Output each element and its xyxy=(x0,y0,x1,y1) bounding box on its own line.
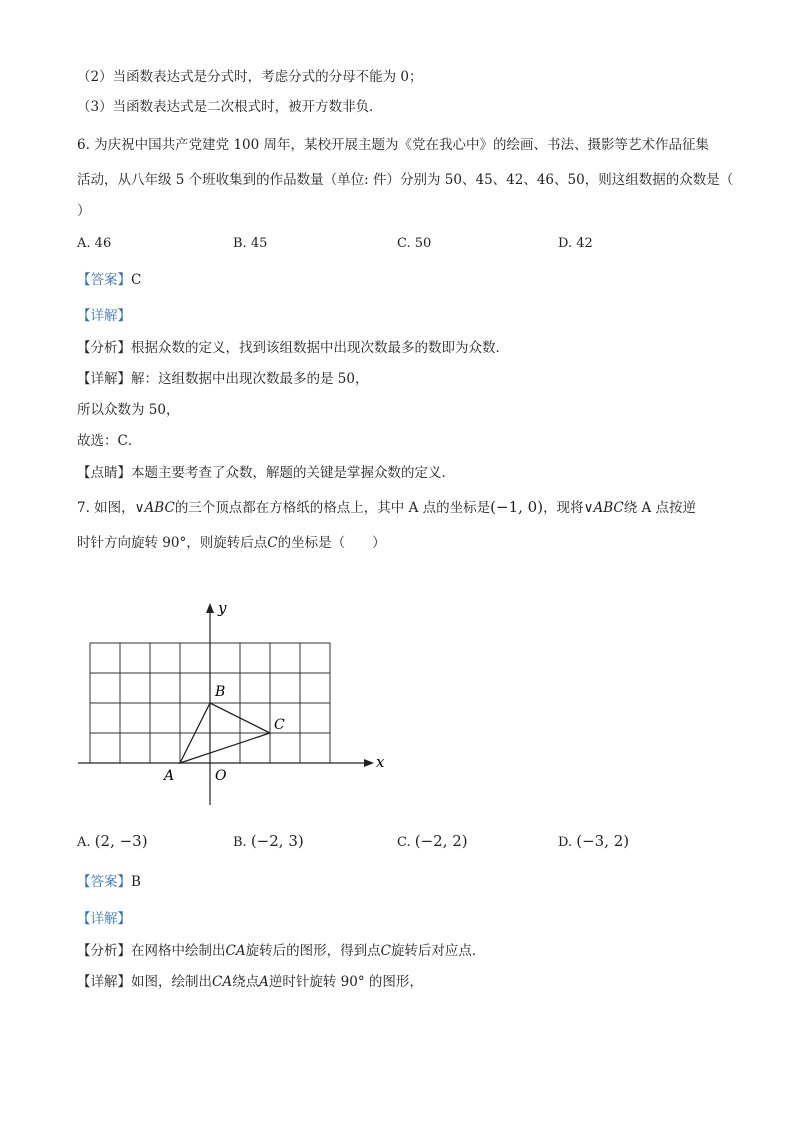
q7-stem-line1 xyxy=(77,497,696,518)
q7-answer xyxy=(77,872,141,892)
origin-label: O xyxy=(215,768,227,784)
q6-answer-tag: 【答案】 xyxy=(77,272,131,288)
q6-stem-line1: 6. 为庆祝中国共产党建党 100 周年，某校开展主题为《党在我心中》的绘画、书法、摄影等艺术作品征集 xyxy=(77,137,710,153)
q6-analysis-tag: 【分析】 xyxy=(77,340,131,356)
q6-comment xyxy=(77,463,455,483)
q7-analysis-tag: 【分析】 xyxy=(77,943,131,959)
q6-option-c-value: 50 xyxy=(414,236,432,251)
q7-option-b-value: (−2, 3) xyxy=(250,832,304,850)
q6-analysis-text: 根据众数的定义，找到该组数据中出现次数最多的数即为众数． xyxy=(131,340,509,356)
q7-option-c-value: (−2, 2) xyxy=(414,832,468,850)
q7-analysis-d: 旋转后对应点． xyxy=(390,943,486,959)
q6-option-a xyxy=(77,234,111,254)
note-line-3: （3）当函数表达式是二次根式时，被开方数非负． xyxy=(77,99,383,115)
q7-point-c: C xyxy=(267,535,278,551)
q7-detail-header xyxy=(77,909,131,929)
q6-detail-1 xyxy=(77,369,368,389)
q7-option-c xyxy=(397,831,468,853)
q7-analysis-a: 在网格中绘制出 xyxy=(131,943,226,959)
axis-label-y: y xyxy=(218,599,227,617)
q6-detail-tag-2: 【详解】 xyxy=(77,371,131,387)
q7-analysis xyxy=(77,941,485,961)
x-axis-arrow-icon xyxy=(364,759,374,767)
q6-stem-line3: ） xyxy=(77,203,91,219)
q7-option-b xyxy=(233,831,304,853)
q6-option-c xyxy=(397,234,431,254)
q6-detail-2: 所以众数为 50， xyxy=(77,402,180,418)
q6-option-d xyxy=(558,234,593,254)
q7-analysis-ca: CA xyxy=(225,943,246,959)
q6-detail-tag: 【详解】 xyxy=(77,308,131,324)
q6-comment-text: 本题主要考查了众数，解题的关键是掌握众数的定义． xyxy=(131,465,455,481)
q7-stem-a: 7. 如图， xyxy=(77,500,135,516)
q7-option-b-label: B. xyxy=(233,835,247,850)
q7-stem-c: ，现将 xyxy=(543,500,584,516)
q6-option-d-value: 42 xyxy=(576,236,593,251)
q7-detail-a: 如图，绘制出 xyxy=(131,974,212,990)
q7-stem-d: 绕 A 点按逆 xyxy=(623,500,697,516)
q6-option-c-label: C. xyxy=(397,236,411,251)
q7-answer-tag: 【答案】 xyxy=(77,874,131,890)
q7-stem-line2 xyxy=(77,533,386,553)
q6-option-b xyxy=(233,234,267,254)
q7-detail-point-a: A xyxy=(259,974,269,990)
q6-detail-header xyxy=(77,306,131,326)
q7-detail-1 xyxy=(77,972,423,992)
q7-detail-tag-2: 【详解】 xyxy=(77,974,131,990)
q7-triangle-symbol-2: ∨ABC xyxy=(583,500,624,516)
q7-option-a xyxy=(77,831,148,853)
point-label-c: C xyxy=(274,717,285,733)
q7-answer-value: B xyxy=(131,874,141,890)
q6-option-b-value: 45 xyxy=(250,236,268,251)
q7-detail-tag: 【详解】 xyxy=(77,911,131,927)
q7-stem-b: 的三个顶点都在方格纸的格点上，其中 A 点的坐标是 xyxy=(174,500,491,516)
q7-triangle-symbol: ∨ABC xyxy=(134,500,175,516)
q6-option-b-label: B. xyxy=(233,236,247,251)
q7-detail-ca: CA xyxy=(212,974,233,990)
q7-option-c-label: C. xyxy=(397,835,411,850)
q7-analysis-b: 旋转后的图形，得到点 xyxy=(245,943,381,959)
q7-line2-a: 时针方向旋转 90°，则旋转后点 xyxy=(77,535,268,551)
q7-analysis-c: C xyxy=(380,943,391,959)
q7-option-a-label: A. xyxy=(77,835,91,850)
q7-coord-a: (−1, 0) xyxy=(490,498,544,516)
q6-option-d-label: D. xyxy=(558,236,573,251)
q6-stem-line2: 活动，从八年级 5 个班收集到的作品数量（单位: 件）分别为 50、45、42、46、50，则这组数据的众数是（ xyxy=(77,172,734,188)
q7-option-d-value: (−3, 2) xyxy=(576,832,630,850)
q6-option-a-label: A. xyxy=(77,236,91,251)
q7-option-a-value: (2, −3) xyxy=(94,832,148,850)
point-label-b: B xyxy=(215,684,226,700)
q6-analysis xyxy=(77,338,509,358)
point-label-a: A xyxy=(164,768,175,784)
q7-line2-b: 的坐标是（ ） xyxy=(277,535,386,551)
axis-label-x: x xyxy=(376,753,385,771)
q7-option-d-label: D. xyxy=(558,835,573,850)
q6-comment-tag: 【点睛】 xyxy=(77,465,131,481)
note-line-2: （2）当函数表达式是分式时，考虑分式的分母不能为 0； xyxy=(77,69,423,85)
q6-detail-1-text: 解：这组数据中出现次数最多的是 50， xyxy=(131,371,369,387)
q6-answer-value: C xyxy=(131,272,142,288)
q6-option-a-value: 46 xyxy=(94,236,112,251)
q7-detail-b: 绕点 xyxy=(232,974,260,990)
q7-option-d xyxy=(558,831,629,853)
q6-answer xyxy=(77,270,141,290)
q7-detail-c: 逆时针旋转 90° 的图形， xyxy=(268,974,423,990)
q7-grid-figure xyxy=(70,595,400,810)
q6-detail-3: 故选：C． xyxy=(77,433,142,449)
y-axis-arrow-icon xyxy=(206,603,214,613)
